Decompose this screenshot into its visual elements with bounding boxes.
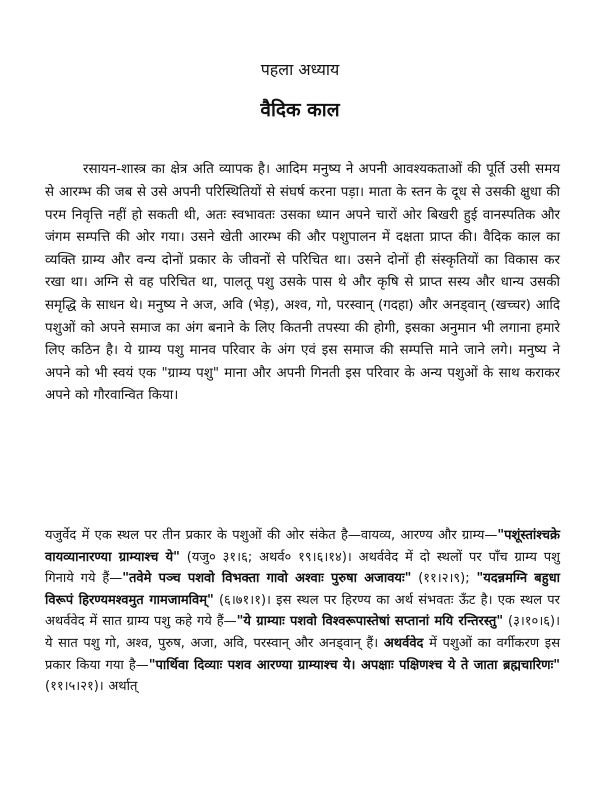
atharvaveda-quote-3: "ये ग्राम्याः पशवो विश्वरूपास्तेषां सप्तानां मयि रन्तिरस्तु": [236, 614, 504, 630]
paragraph-2-segment: (११।२।९);: [411, 571, 477, 587]
body-paragraph-2: [45, 525, 560, 698]
chapter-number-heading: पहला अध्याय: [260, 60, 340, 79]
paragraph-2-segment: (११।५।२१)। अर्थात्: [45, 679, 138, 695]
paragraph-2-segment: (६।७१।१)। इस स्थल पर हिरण्य का अर्थ संभवतः ऊँट है। एक स्थल पर अथर्ववेद में सात ग्राम्य पशु कहे गये हैं—: [45, 592, 561, 630]
yajurveda-quote: "पशूंस्तांश्चक्रे वायव्यानारण्या ग्राम्याश्च ये": [45, 528, 560, 565]
paragraph-2-segment: (यजु० ३१।६; अथर्व० १९।६।१४)। अथर्ववेद में दो स्थलों पर पाँच ग्राम्य पशु गिनाये गये हैं—: [45, 549, 560, 587]
atharvaveda-quote-2: "यदन्नमग्नि बहुधा विरूपं हिरण्यमश्वमुत गामजामविम्": [45, 571, 560, 608]
paragraph-2-segment: में पशुओं का वर्गीकरण इस प्रकार किया गया है—: [45, 635, 560, 673]
atharvaveda-term: अथर्ववेद: [383, 635, 424, 651]
atharvaveda-quote-4: "पार्थिवा दिव्याः पशव आरण्या ग्राम्याश्च ये। अपक्षाः पक्षिणश्च ये ते जाता ब्रह्मचारिणः": [148, 657, 560, 673]
paragraph-2-segment: (३।१०।६)। ये सात पशु गो, अश्व, पुरुष, अजा, अवि, परस्वान् और अनड्वान् हैं।: [45, 614, 561, 651]
chapter-title: वैदिक काल: [260, 99, 340, 121]
atharvaveda-quote-1: "तवेमे पञ्च पशवो विभक्ता गावो अश्वाः पुरुषा अजावयः": [122, 571, 412, 587]
body-paragraph-1: रसायन-शास्त्र का क्षेत्र अति व्यापक है। आदिम मनुष्य ने अपनी आवश्यकताओं की पूर्ति उसी समय से आरम्भ की जब से उसे अपनी परिस्थितियों से संघर्ष करना पड़ा। माता के स्तन के दूध से उसकी क्षुधा की परम निवृत्ति नहीं हो सकती थी, अतः स्वभावतः उसका ध्यान अपने चारों ओर बिखरी हुई वानस्पतिक और जंगम सम्पत्ति की ओर गया। उसने खेती आरम्भ की और पशुपालन में दक्षता प्राप्त की। वैदिक काल का व्यक्ति ग्राम्य और वन्य दोनों प्रकार के जीवनों से परिचित था। उसने दोनों ही संस्कृतियों का विकास कर रखा था। अग्नि से वह परिचित था, पालतू पशु उसके पास थे और कृषि से प्राप्त सस्य और धान्य उसकी समृद्धि के साधन थे। मनुष्य ने अज, अवि (भेड़), अश्व, गो, परस्वान् (गदहा) और अनड्वान् (खच्चर) आदि पशुओं को अपने समाज का अंग बनाने के लिए कितनी तपस्या की होगी, इसका अनुमान भी लगाना हमारे लिए कठिन है। ये ग्राम्य पशु मानव परिवार के अंग एवं इस समाज की सम्पत्ति माने जाने लगे। मनुष्य ने अपने को भी स्वयं एक "ग्राम्य पशु" माना और अपनी गिनती इस परिवार के अन्य पशुओं के साथ कराकर अपने को गौरवान्वित किया।: [45, 162, 560, 404]
paragraph-2-segment: यजुर्वेद में एक स्थल पर तीन प्रकार के पशुओं की ओर संकेत है—वायव्य, आरण्य और ग्राम्य—: [45, 528, 498, 543]
